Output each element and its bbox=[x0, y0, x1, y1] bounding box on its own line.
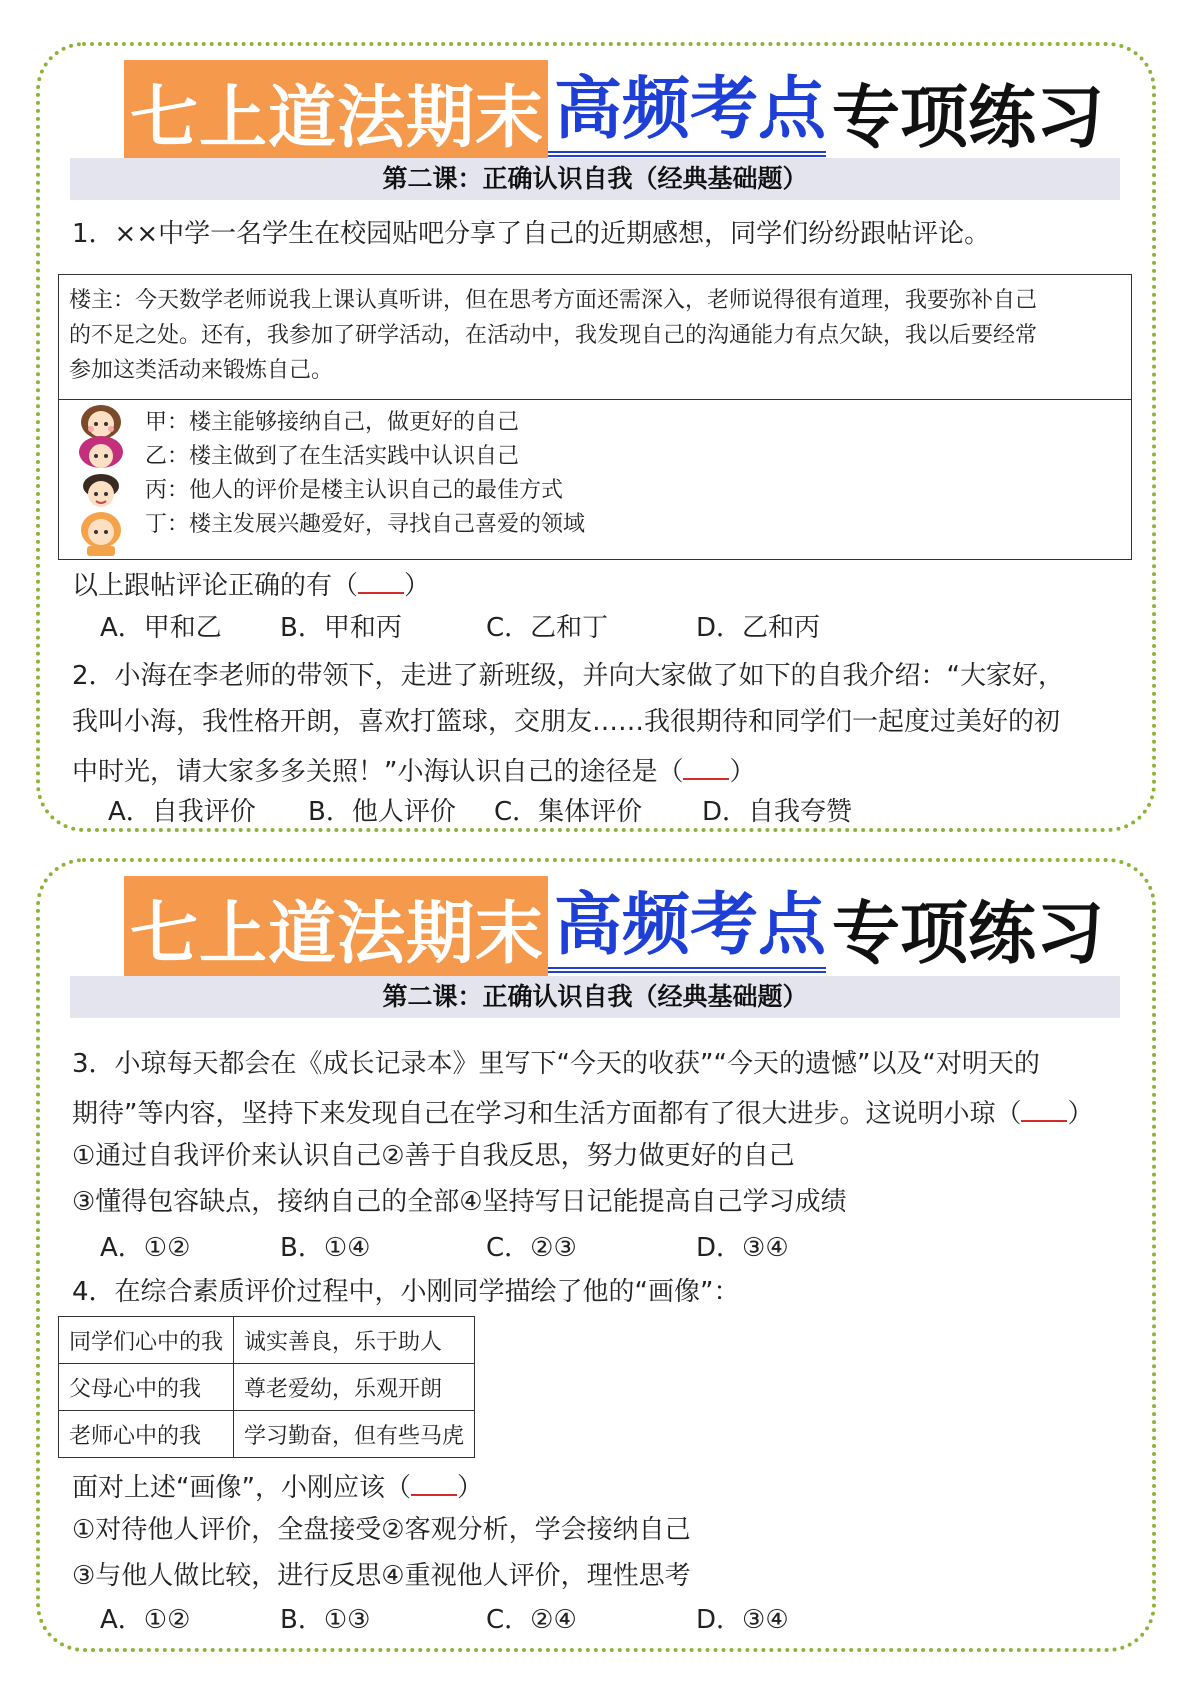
lesson-subtitle: 第二课：正确认识自我（经典基础题） bbox=[70, 976, 1120, 1018]
q1-question bbox=[72, 566, 430, 602]
q2-close: ） bbox=[729, 757, 756, 787]
q3-item: ③懂得包容缺点，接纳自己的全部④坚持写日记能提高自己学习成绩 bbox=[72, 1187, 847, 1217]
reply-yi: 乙：楼主做到了在生活实践中认识自己 bbox=[145, 444, 520, 469]
q3-item: ①通过自我评价来认识自己②善于自我反思，努力做更好的自己 bbox=[72, 1141, 795, 1171]
q2-line: 2．小海在李老师的带领下，走进了新班级，并向大家做了如下的自我介绍：“大家好， bbox=[72, 661, 1065, 691]
portrait-table bbox=[58, 1316, 475, 1458]
answer-blank[interactable] bbox=[411, 1468, 457, 1496]
post-line: 的不足之处。还有，我参加了研学活动，在活动中，我发现自己的沟通能力有点欠缺，我以后要经常 bbox=[69, 323, 1038, 348]
table-cell: 老师心中的我 bbox=[59, 1411, 234, 1458]
boy-avatar-icon bbox=[77, 472, 125, 512]
reply-bing: 丙：他人的评价是楼主认识自己的最佳方式 bbox=[145, 478, 564, 503]
q2-line-text: 中时光，请大家多多关照！”小海认识自己的途径是（ bbox=[72, 757, 684, 787]
title-banner bbox=[124, 60, 1104, 164]
answer-blank[interactable] bbox=[358, 566, 404, 594]
table-cell: 学习勤奋，但有些马虎 bbox=[234, 1411, 475, 1458]
q1-stem: 1．××中学一名学生在校园贴吧分享了自己的近期感想，同学们纷纷跟帖评论。 bbox=[72, 219, 991, 249]
girl-pink-avatar-icon bbox=[77, 434, 125, 474]
q3-line-last bbox=[72, 1094, 1094, 1130]
banner-blue-text: 高频考点 bbox=[548, 883, 826, 973]
q4-question bbox=[72, 1468, 483, 1504]
q3-option-b[interactable]: B．①④ bbox=[280, 1233, 371, 1263]
table-cell: 父母心中的我 bbox=[59, 1364, 234, 1411]
orange-hair-avatar-icon bbox=[77, 510, 125, 556]
q4-close: ） bbox=[456, 1473, 483, 1503]
q2-option-d[interactable]: D．自我夸赞 bbox=[702, 797, 853, 827]
q1-option-b[interactable]: B．甲和丙 bbox=[280, 613, 402, 643]
q1-close: ） bbox=[404, 571, 431, 601]
forum-post bbox=[58, 274, 1132, 400]
q2-line: 我叫小海，我性格开朗，喜欢打篮球，交朋友……我很期待和同学们一起度过美好的初 bbox=[72, 707, 1061, 737]
lesson-subtitle: 第二课：正确认识自我（经典基础题） bbox=[70, 158, 1120, 200]
table-row bbox=[59, 1411, 475, 1458]
answer-blank[interactable] bbox=[683, 752, 729, 780]
q2-option-c[interactable]: C．集体评价 bbox=[494, 797, 643, 827]
banner-blue-text: 高频考点 bbox=[548, 67, 826, 157]
q4-option-b[interactable]: B．①③ bbox=[280, 1605, 371, 1635]
q2-option-b[interactable]: B．他人评价 bbox=[308, 797, 456, 827]
forum-replies bbox=[58, 400, 1132, 560]
table-cell: 尊老爱幼，乐观开朗 bbox=[234, 1364, 475, 1411]
answer-blank[interactable] bbox=[1021, 1094, 1067, 1122]
q3-line: 3．小琼每天都会在《成长记录本》里写下“今天的收获”“今天的遗憾”以及“对明天的 bbox=[72, 1049, 1040, 1079]
q2-line-last bbox=[72, 752, 756, 788]
q4-question-text: 面对上述“画像”，小刚应该（ bbox=[72, 1473, 411, 1503]
reply-ding: 丁：楼主发展兴趣爱好，寻找自己喜爱的领域 bbox=[145, 512, 586, 537]
banner-black-text: 专项练习 bbox=[832, 893, 1105, 974]
q4-option-c[interactable]: C．②④ bbox=[486, 1605, 577, 1635]
table-cell: 诚实善良，乐于助人 bbox=[234, 1317, 475, 1364]
title-banner bbox=[124, 876, 1104, 980]
q3-close: ） bbox=[1067, 1099, 1094, 1129]
post-line: 楼主：今天数学老师说我上课认真听讲，但在思考方面还需深入，老师说得很有道理，我要弥补自己 bbox=[69, 288, 1038, 313]
q4-item: ①对待他人评价，全盘接受②客观分析，学会接纳自己 bbox=[72, 1515, 691, 1545]
q2-option-a[interactable]: A．自我评价 bbox=[108, 797, 256, 827]
reply-jia: 甲：楼主能够接纳自己，做更好的自己 bbox=[145, 410, 520, 435]
q3-line-text: 期待”等内容，坚持下来发现自己在学习和生活方面都有了很大进步。这说明小琼（ bbox=[72, 1099, 1022, 1129]
q4-option-a[interactable]: A．①② bbox=[100, 1605, 191, 1635]
table-row bbox=[59, 1317, 475, 1364]
q1-option-a[interactable]: A．甲和乙 bbox=[100, 613, 222, 643]
table-row bbox=[59, 1364, 475, 1411]
q4-option-d[interactable]: D．③④ bbox=[696, 1605, 789, 1635]
q3-option-a[interactable]: A．①② bbox=[100, 1233, 191, 1263]
banner-orange-text: 七上道法期末 bbox=[124, 60, 548, 164]
post-line: 参加这类活动来锻炼自己。 bbox=[69, 358, 334, 383]
q1-option-d[interactable]: D．乙和丙 bbox=[696, 613, 821, 643]
banner-black-text: 专项练习 bbox=[832, 77, 1105, 158]
q1-option-c[interactable]: C．乙和丁 bbox=[486, 613, 609, 643]
table-cell: 同学们心中的我 bbox=[59, 1317, 234, 1364]
q3-option-d[interactable]: D．③④ bbox=[696, 1233, 789, 1263]
q3-option-c[interactable]: C．②③ bbox=[486, 1233, 577, 1263]
q4-item: ③与他人做比较，进行反思④重视他人评价，理性思考 bbox=[72, 1561, 691, 1591]
q1-question-text: 以上跟帖评论正确的有（ bbox=[72, 571, 359, 601]
q4-stem: 4．在综合素质评价过程中，小刚同学描绘了他的“画像”： bbox=[72, 1277, 740, 1307]
banner-orange-text: 七上道法期末 bbox=[124, 876, 548, 980]
